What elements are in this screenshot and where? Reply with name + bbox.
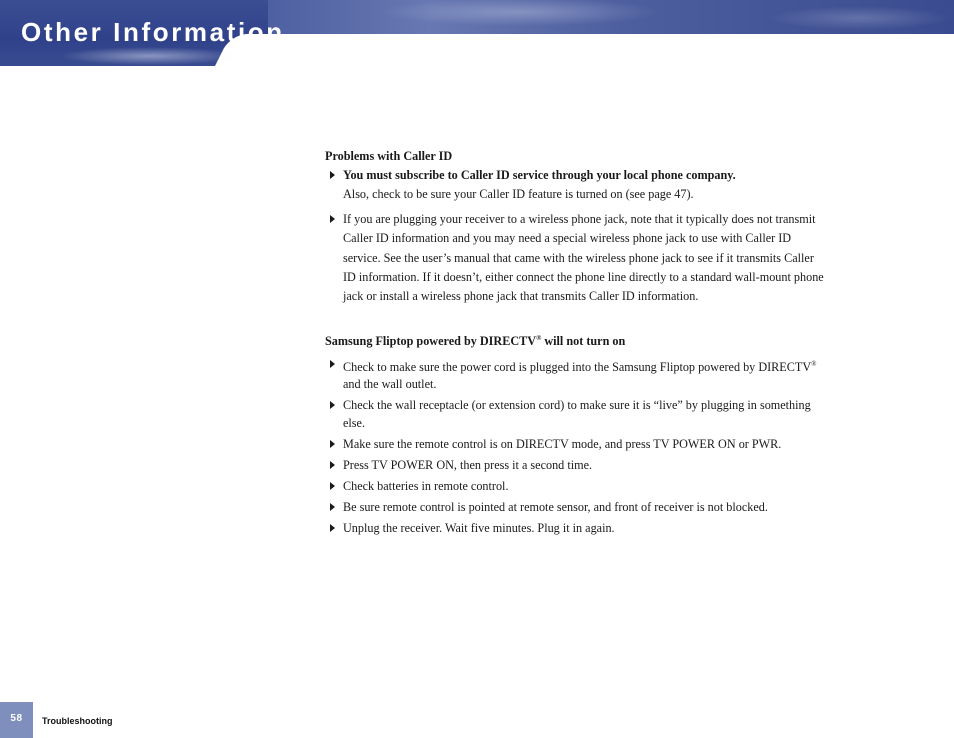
registered-mark: ® (811, 359, 817, 368)
item-text: Make sure the remote control is on DIRECTV mode, and press TV POWER ON or PWR. (343, 436, 782, 451)
triangle-bullet-icon (330, 461, 335, 469)
triangle-bullet-icon (330, 524, 335, 532)
list-item (325, 478, 825, 495)
page-title: Other Information (21, 17, 285, 47)
item-text: Check the wall receptacle (or extension cord) to make sure it is “live” by plugging in something else. (343, 398, 811, 430)
item-text-suffix: and the wall outlet. (343, 377, 437, 392)
bullet-list (325, 166, 825, 307)
item-text: Press TV POWER ON, then press it a second time. (343, 457, 593, 472)
triangle-bullet-icon (330, 401, 335, 409)
item-text: Be sure remote control is pointed at remote sensor, and front of receiver is not blocked. (343, 499, 768, 514)
item-text: Also, check to be sure your Caller ID feature is turned on (see page 47). (343, 187, 694, 202)
list-item (325, 356, 825, 394)
list-item (325, 397, 825, 432)
list-item (325, 457, 825, 474)
triangle-bullet-icon (330, 440, 335, 448)
section-title-text: Samsung Fliptop powered by DIRECTV (325, 333, 537, 348)
section-caller-id (325, 147, 825, 307)
section-title: Problems with Caller ID (325, 149, 453, 163)
page-number: 58 (10, 713, 23, 724)
section-title (325, 329, 825, 351)
bullet-list (325, 356, 825, 537)
registered-mark: ® (536, 333, 542, 342)
item-text: Unplug the receiver. Wait five minutes. Plug it in again. (343, 520, 615, 535)
list-item (325, 520, 825, 537)
triangle-bullet-icon (330, 482, 335, 490)
triangle-bullet-icon (330, 171, 335, 179)
item-strong-text: You must subscribe to Caller ID service through your local phone company. (343, 168, 736, 182)
triangle-bullet-icon (330, 360, 335, 368)
item-text: Check batteries in remote control. (343, 478, 509, 493)
item-text: Check to make sure the power cord is plugged into the Samsung Fliptop powered by DIRECTV (343, 359, 812, 374)
item-text: If you are plugging your receiver to a wireless phone jack, note that it typically does not transmit Caller ID information and you may need a special wireless phone jack to use with Caller ID service. See the user’s manual that came with the wireless phone jack to see if it transmits Caller ID information. If it doesn’t, either connect the phone line directly to a standard wall-mount phone jack or install a wireless phone jack that transmits Caller ID information. (343, 211, 824, 304)
section-title-suffix: will not turn on (541, 333, 626, 348)
list-item (325, 499, 825, 516)
triangle-bullet-icon (330, 503, 335, 511)
list-item (325, 210, 825, 307)
section-fliptop-power (325, 329, 825, 537)
list-item (325, 436, 825, 453)
footer-section-label: Troubleshooting (42, 716, 113, 726)
triangle-bullet-icon (330, 215, 335, 223)
list-item (325, 166, 825, 205)
troubleshooting-content (325, 147, 825, 541)
